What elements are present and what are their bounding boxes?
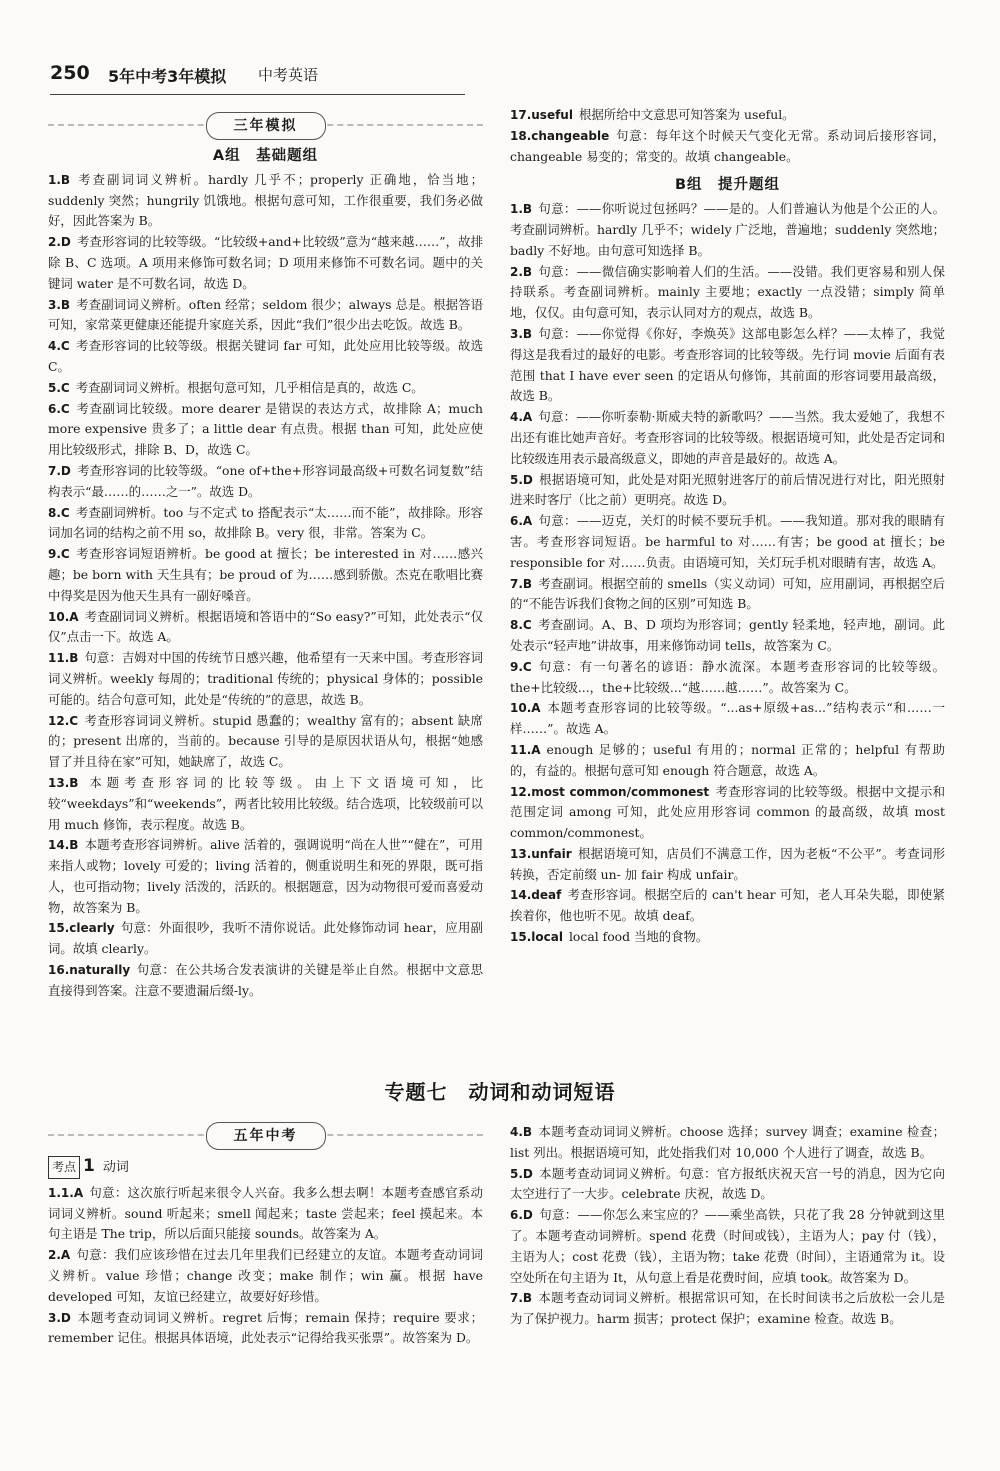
answer-explanation: 考查形容词词义辨析。stupid 愚蠢的；wealthy 富有的；absent 缺席的；present 出席的，当前的。because 引导的是原因状语从句，根据“她感冒了并且待在家”可知，她缺席了，故选 C。 xyxy=(48,712,483,770)
answer-number: 1.1.A xyxy=(48,1185,84,1200)
answer-number: 2.D xyxy=(48,235,71,250)
answer-explanation: 考查形容词的比较等级。“比较级+and+比较级”意为“越来越……”，故排除 B、C 选项。A 项用来修饰可数名词；D 项用来修饰不可数名词。题中的关键词 water 是不可数名词，故选 D。 xyxy=(48,234,483,291)
answer-item xyxy=(510,105,945,126)
answer-item xyxy=(510,324,945,407)
page-header xyxy=(50,62,950,92)
answer-number: 10.A xyxy=(48,609,79,624)
kaodian-number: 1 xyxy=(83,1156,95,1176)
answer-item xyxy=(48,773,483,835)
answer-item xyxy=(510,126,945,168)
answer-number: 5.C xyxy=(48,380,70,395)
answer-item xyxy=(510,844,945,886)
answer-explanation: 句意：这次旅行听起来很令人兴奋。我多么想去啊！本题考查感官系动词词义辨析。sound 听起来；smell 闻起来；taste 尝起来；feel 摸起来。本句主语是 The trip，所以后面只能接 sounds。故答案为 A。 xyxy=(48,1184,483,1242)
answer-explanation: 考查副词词义辨析。hardly 几乎不；properly 正确地，恰当地；suddenly 突然；hungrily 饥饿地。根据句意可知，工作很重要，我们务必做好，因此答案为 B。 xyxy=(48,171,483,229)
section1-left-column xyxy=(48,110,483,1060)
answer-number: 9.C xyxy=(48,547,70,562)
answer-item xyxy=(48,648,483,710)
answer-explanation: 句意：在公共场合发表演讲的关键是举止自然。根据中文意思直接得到答案。注意不要遗漏后缀-ly。 xyxy=(48,962,483,998)
answer-number: 3.B xyxy=(48,297,71,312)
answer-explanation: 考查副词比较级。more dearer 是错误的表达方式，故排除 A；much more expensive 贵多了；a little dear 有点贵。根据 than 可知，此处应使用比较级形式，排除 B、D，故选 C。 xyxy=(48,400,483,458)
answer-number: 8.C xyxy=(510,618,532,633)
answer-item xyxy=(510,1122,945,1164)
answer-number: 4.C xyxy=(48,339,70,354)
answer-explanation: 考查形容词短语辨析。be good at 擅长；be interested in 对……感兴趣；be born with 天生具有；be proud of 为……感到骄傲。杰克在歌唱比赛中得奖是因为他天生具有一副好嗓音。 xyxy=(48,546,483,603)
kaodian-heading xyxy=(48,1156,483,1179)
answer-item xyxy=(48,336,483,378)
section2-right-column xyxy=(510,1122,945,1422)
answer-explanation: 根据语境可知，店员们不满意工作，因为老板“不公平”。考查词形转换，否定前缀 un- 加 fair 构成 unfair。 xyxy=(510,845,945,882)
section-banner xyxy=(48,110,483,140)
answer-number: 17.useful xyxy=(510,108,573,122)
answer-explanation: 句意：每年这个时候天气变化无常。系动词后接形容词，changeable 易变的；常变的。故填 changeable。 xyxy=(510,127,945,164)
answer-number: 7.B xyxy=(510,1291,533,1306)
answer-number: 9.C xyxy=(510,659,532,674)
answer-item xyxy=(510,262,945,324)
answer-explanation: 句意：——你听泰勒·斯威夫特的新歌吗？——当然。我太爱她了，我想不出还有谁比她声音好。考查形容词的比较等级。根据语境可知，此处是否定词和比较级连用表示最高级意义，即她的声音是最好的。故选 A。 xyxy=(510,409,945,466)
answer-number: 4.A xyxy=(510,410,533,425)
answer-explanation: 考查副词词义辨析。often 经常；seldom 很少；always 总是。根据答语可知，家常菜更健康还能提升家庭关系，因此“我们”很少出去吃饭。故选 B。 xyxy=(48,296,483,333)
answer-explanation: 句意：有一句著名的谚语：静水流深。本题考查形容词的比较等级。the+比较级...，the+比较级...“越……越……”。故答案为 C。 xyxy=(510,658,945,695)
answer-explanation: 考查副词。A、B、D 项均为形容词；gently 轻柔地，轻声地，副词。此处表示“轻声地”讲故事，用来修饰动词 tells，故答案为 C。 xyxy=(510,617,945,653)
answer-number: 15.clearly xyxy=(48,921,115,936)
answer-explanation: 句意：——你怎么来宝应的？——乘坐高铁，只花了我 28 分钟就到这里了。本题考查动词辨析。spend 花费（时间或钱），主语为人；pay 付（钱），主语为人；cost 花费（钱），主语为物；take 花费（时间），主语通常为 it。设空处所在句主语为 It，从句意上看是花费时间，应填 took。故答案为 D。 xyxy=(510,1207,945,1285)
answer-item xyxy=(510,1288,945,1330)
answer-explanation: 本题考查动词词义辨析。根据常识可知，在长时间读书之后放松一会儿是为了保护视力。harm 损害；protect 保护；examine 检查。故选 B。 xyxy=(510,1290,945,1327)
answer-item xyxy=(510,927,945,948)
section1-right-column xyxy=(510,105,945,1055)
answer-item xyxy=(48,544,483,606)
answer-number: 12.C xyxy=(48,713,79,728)
group-a-list xyxy=(48,170,483,1002)
answer-item xyxy=(510,511,945,573)
answer-explanation: 本题考查动词词义辨析。句意：官方报纸庆祝天宫一号的消息，因为它向太空进行了一大步。celebrate 庆祝，故选 D。 xyxy=(510,1165,945,1202)
answer-item xyxy=(510,740,945,782)
answer-item xyxy=(510,1164,945,1206)
answer-explanation: 句意：——微信确实影响着人们的生活。——没错。我们更容易和别人保持联系。考查副词辨析。mainly 主要地；exactly 一点没错；simply 简单地，仅仅。由句意可知，表示认同对方的观点，故选 B。 xyxy=(510,263,945,321)
answer-item xyxy=(48,607,483,649)
answer-number: 2.B xyxy=(510,264,533,279)
section2-right-list xyxy=(510,1122,945,1330)
answer-item xyxy=(48,503,483,545)
answer-item xyxy=(48,1308,483,1350)
answer-explanation: 句意：我们应该珍惜在过去几年里我们已经建立的友谊。本题考查动词词义辨析。value 珍惜；change 改变；make 制作；win 赢。根据 have developed 可知，友谊已经建立，故要好好珍惜。 xyxy=(48,1247,483,1304)
answer-explanation: 句意：外面很吵，我听不清你说话。此处修饰动词 hear，应用副词。故填 clearly。 xyxy=(48,920,483,957)
answer-number: 7.B xyxy=(510,576,533,591)
answer-item xyxy=(48,378,483,399)
group-a-title: A组 基础题组 xyxy=(212,148,319,164)
answer-item xyxy=(510,657,945,699)
answer-number: 3.D xyxy=(48,1310,71,1325)
answer-number: 18.changeable xyxy=(510,128,610,143)
answer-item xyxy=(510,782,945,844)
answer-item xyxy=(48,170,483,232)
answer-explanation: 本题考查动词词义辨析。regret 后悔；remain 保持；require 要求；remember 记住。根据具体语境，此处表示“记得给我买张票”。故答案为 D。 xyxy=(48,1309,483,1346)
answer-item xyxy=(48,1245,483,1307)
answer-number: 7.D xyxy=(48,463,71,478)
answer-number: 14.deaf xyxy=(510,888,562,903)
answer-number: 1.B xyxy=(510,202,533,217)
answer-explanation: 考查形容词的比较等级。根据中文提示和范围定词 among 可知，此处应用形容词 common 的最高级，故填 most common/commonest。 xyxy=(510,783,945,841)
answer-number: 6.C xyxy=(48,401,70,416)
answer-item xyxy=(510,1205,945,1288)
banner-label-2: 五年中考 xyxy=(206,1122,326,1150)
answer-number: 3.B xyxy=(510,326,533,341)
book-subject: 中考英语 xyxy=(258,66,319,84)
answer-item xyxy=(510,199,945,261)
answer-number: 15.local xyxy=(510,930,563,945)
answer-item xyxy=(510,574,945,616)
answer-item xyxy=(48,835,483,918)
answer-number: 11.A xyxy=(510,742,541,757)
answer-number: 12.most common/commonest xyxy=(510,784,710,799)
answer-item xyxy=(48,399,483,461)
page-number: 250 xyxy=(50,62,90,84)
topic-title: 专题七 动词和动词短语 xyxy=(384,1080,616,1104)
book-title: 5年中考3年模拟 xyxy=(108,67,227,86)
answer-explanation: 考查副词词义辨析。根据句意可知，几乎相信是真的，故选 C。 xyxy=(75,379,424,395)
answer-number: 13.unfair xyxy=(510,846,572,861)
answer-item xyxy=(48,461,483,503)
answer-item xyxy=(510,885,945,927)
section2-left-list xyxy=(48,1183,483,1349)
banner-label: 三年模拟 xyxy=(206,112,326,140)
answer-number: 16.naturally xyxy=(48,963,131,978)
answer-number: 5.D xyxy=(510,1166,533,1181)
answer-explanation: 本题考查形容词的比较等级。“...as+原级+as...”结构表示“和……一样……”。故选 A。 xyxy=(510,700,945,737)
answer-explanation: 根据语境可知，此处是对阳光照射进客厅的前后情况进行对比，阳光照射进来时客厅（比之前）更明亮。故选 D。 xyxy=(510,471,945,508)
answer-item xyxy=(510,698,945,740)
answer-number: 11.B xyxy=(48,651,79,666)
answer-item xyxy=(510,470,945,512)
answer-item xyxy=(510,407,945,469)
header-rule xyxy=(50,94,465,95)
answer-explanation: 句意：——你觉得《你好，李焕英》这部电影怎么样？——太棒了，我觉得这是我看过的最好的电影。考查形容词的比较等级。先行词 movie 后面有表范围 that I have ever seen 的定语从句修饰，其前面的形容词要用最高级，故选 B。 xyxy=(510,325,945,404)
answer-explanation: enough 足够的；useful 有用的；normal 正常的；helpful 有帮助的，有益的。根据句意可知 enough 符合题意，故选 A。 xyxy=(510,741,945,778)
answer-explanation: 句意：吉姆对中国的传统节日感兴趣，他希望有一天来中国。考查形容词词义辨析。weekly 每周的；traditional 传统的；physical 身体的；possible 可能的。结合句意可知，此处是“传统的”的意思，故选 B。 xyxy=(48,650,483,707)
answer-item xyxy=(48,232,483,294)
answer-explanation: 考查形容词。根据空后的 can't hear 可知，老人耳朵失聪，即使紧挨着你，他也听不见。故填 deaf。 xyxy=(510,887,945,924)
kaodian-label: 考点 xyxy=(48,1156,80,1179)
kaodian-name: 动词 xyxy=(102,1160,129,1175)
answer-explanation: 本题考查形容词的比较等级。由上下文语境可知，比较“weekdays”和“weekends”，两者比较用比较级。结合选项，比较级前可以用 much 修饰，表示程度。故选 B。 xyxy=(48,774,483,832)
group-b-title: B组 提升题组 xyxy=(674,177,781,194)
answer-item xyxy=(48,1183,483,1245)
answer-explanation: 本题考查形容词辨析。alive 活着的，强调说明“尚在人世”“健在”，可用来指人或物；lovely 可爱的；living 活着的，侧重说明生和死的界限，既可指人，也可指动物；lively 活泼的，活跃的。根据题意，因为动物很可爱而喜爱动物，故答案为 B。 xyxy=(48,837,483,915)
group-b-list xyxy=(510,199,945,948)
answer-item xyxy=(48,960,483,1002)
section-banner-2 xyxy=(48,1120,483,1150)
answer-explanation: 考查副词辨析。too 与不定式 to 搭配表示“太……而不能”，故排除。形容词加名词的结构之前不用 so，故排除 B。very 很，非常。答案为 C。 xyxy=(48,504,483,541)
answer-number: 14.B xyxy=(48,838,79,853)
answer-number: 6.A xyxy=(510,514,533,529)
section2-left-column xyxy=(48,1120,483,1420)
answer-explanation: 考查副词。根据空前的 smells（实义动词）可知，应用副词，再根据空后的“不能告诉我们食物之间的区别”可知选 B。 xyxy=(510,575,945,612)
answer-explanation: 根据所给中文意思可知答案为 useful。 xyxy=(578,107,795,122)
answer-number: 6.D xyxy=(510,1208,533,1223)
answer-number: 10.A xyxy=(510,701,541,716)
answer-explanation: 考查副词词义辨析。根据语境和答语中的“So easy?”可知，此处表示“仅仅”点击一下。故选 A。 xyxy=(48,608,483,645)
answer-number: 8.C xyxy=(48,505,70,520)
answer-explanation: 考查形容词的比较等级。“one of+the+形容词最高级+可数名词复数”结构表示“最……的……之一”。故选 D。 xyxy=(48,462,483,499)
answer-item xyxy=(48,295,483,337)
answer-explanation: 句意：——迈克，关灯的时候不要玩手机。——我知道。那对我的眼睛有害。考查形容词短语。be harmful to 对……有害；be good at 擅长；be responsible for 对……负责。由语境可知，关灯玩手机对眼睛有害，故选 A。 xyxy=(510,513,945,570)
answer-number: 4.B xyxy=(510,1125,533,1139)
answer-item xyxy=(510,615,945,657)
answer-item xyxy=(48,918,483,960)
answer-number: 2.A xyxy=(48,1248,71,1263)
answer-number: 13.B xyxy=(48,775,79,790)
answer-explanation: 句意：——你听说过包拯吗？——是的。人们普遍认为他是个公正的人。考查副词辨析。hardly 几乎不；widely 广泛地，普遍地；suddenly 突然地；badly 不好地。由句意可知选择 B。 xyxy=(510,201,945,258)
answer-number: 5.D xyxy=(510,472,533,487)
group-a-list-continued xyxy=(510,105,945,167)
answer-explanation: 本题考查动词词义辨析。choose 选择；survey 调查；examine 检查；list 列出。根据语境可知，此处指我们对 10,000 个人进行了调查，故选 B。 xyxy=(510,1124,945,1160)
answer-item xyxy=(48,711,483,773)
answer-number: 1.B xyxy=(48,172,71,187)
answer-explanation: local food 当地的食物。 xyxy=(568,929,709,945)
answer-explanation: 考查形容词的比较等级。根据关键词 far 可知，此处应用比较等级。故选 C。 xyxy=(48,338,483,374)
